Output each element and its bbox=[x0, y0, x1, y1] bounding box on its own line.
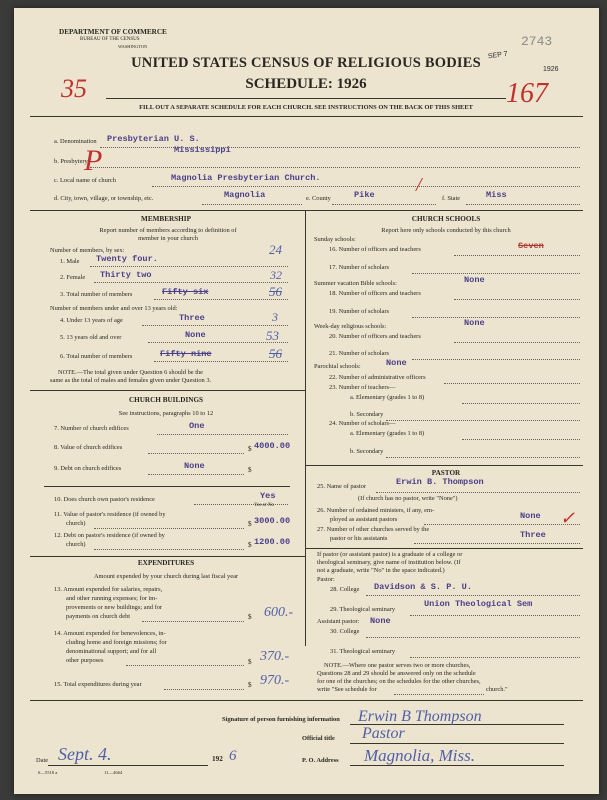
sunday-scholars-label: 17. Number of scholars bbox=[329, 264, 389, 271]
benevolences-dollar: $ bbox=[248, 658, 252, 666]
pastor-note-3: for one of the churches; on the schedules for the other churches, bbox=[317, 678, 481, 685]
parochial-schools-label: Parochial schools: bbox=[314, 363, 361, 370]
presbytery-line bbox=[90, 167, 580, 168]
membership-intro: Report number of members according to definition of bbox=[99, 227, 237, 234]
residence-value-line bbox=[94, 528, 244, 529]
total-members-age-value: Fifty nine bbox=[160, 349, 212, 359]
city-label: d. City, town, village, or township, etc. bbox=[54, 195, 154, 202]
female-number-handwritten: 32 bbox=[270, 268, 282, 282]
county-label: e. County bbox=[306, 195, 331, 202]
buildings-bottom-rule bbox=[30, 556, 305, 557]
weekday-scholars-label: 21. Number of scholars bbox=[329, 350, 389, 357]
membership-heading: MEMBERSHIP bbox=[141, 215, 191, 223]
pastor-note-5: church." bbox=[486, 686, 508, 693]
assistant-ministers-value: None bbox=[520, 511, 541, 521]
pastor-heading: PASTOR bbox=[431, 469, 461, 477]
yes-no-hint: Yes or No bbox=[254, 503, 275, 508]
edifices-debt-line bbox=[148, 474, 244, 475]
benevolences-label-4: other purposes bbox=[66, 657, 104, 664]
pastor-name-value: Erwin B. Thompson bbox=[396, 477, 484, 487]
signature-value: Erwin B Thompson bbox=[358, 708, 482, 725]
graduate-note: If pastor (or assistant pastor) is a graduate of a college or bbox=[317, 551, 463, 558]
edifices-debt-dollar: $ bbox=[248, 466, 252, 474]
female-value: Thirty two bbox=[100, 270, 152, 280]
total-members-line bbox=[154, 299, 288, 300]
date-year-handwritten: 6 bbox=[229, 748, 237, 764]
assistant-pastor-value: None bbox=[370, 616, 391, 626]
city-value: Magnolia bbox=[224, 190, 266, 200]
scholars-label: 24. Number of scholars— bbox=[329, 420, 396, 427]
salaries-label-4: payments on church debt bbox=[66, 613, 131, 620]
sections-bottom-rule bbox=[30, 700, 583, 701]
denomination-label: a. Denomination bbox=[54, 138, 97, 145]
summer-schools-label: Summer vacation Bible schools: bbox=[314, 280, 397, 287]
salaries-label: 13. Amount expended for salaries, repairs, bbox=[54, 586, 163, 593]
official-title-value: Pastor bbox=[362, 725, 405, 742]
red-check-mark: ✓ bbox=[560, 508, 576, 528]
form-number: 6—5518 a bbox=[38, 770, 58, 775]
schools-bottom-rule bbox=[305, 465, 583, 466]
sunday-officers-line bbox=[454, 255, 580, 256]
membership-bottom-rule bbox=[30, 390, 305, 391]
summer-schools-value: None bbox=[464, 275, 485, 285]
college-label: 28. College bbox=[330, 586, 360, 593]
department-name: DEPARTMENT OF COMMERCE bbox=[59, 28, 167, 36]
form-number-2: 11—4664 bbox=[104, 770, 123, 775]
over-13-value: None bbox=[185, 330, 206, 340]
teachers-secondary-line bbox=[386, 420, 580, 421]
church-name-value: Magnolia Presbyterian Church. bbox=[171, 173, 321, 183]
salaries-line bbox=[142, 621, 244, 622]
pastor-residence-label: 10. Does church own pastor's residence bbox=[54, 496, 155, 503]
stamp-number: 2743 bbox=[521, 34, 553, 49]
city-name: WASHINGTON bbox=[118, 44, 148, 49]
red-tick-mark: / bbox=[416, 174, 422, 196]
other-churches-label-2: pastor or his assistants bbox=[330, 535, 388, 542]
pastor-name-hint: (If church has no pastor, write "None") bbox=[358, 495, 458, 502]
total-members-value: Fifty six bbox=[162, 287, 209, 297]
seminary-label: 29. Theological seminary bbox=[330, 606, 396, 613]
male-value: Twenty four. bbox=[96, 254, 158, 264]
title-rule bbox=[106, 98, 506, 99]
pastor-note: NOTE.—Where one pastor serves two or more churches, bbox=[324, 662, 471, 669]
edifices-value-line bbox=[148, 453, 244, 454]
address-value: Magnolia, Miss. bbox=[364, 746, 475, 765]
assistant-ministers-label: 26. Number of ordained ministers, if any, em- bbox=[317, 507, 435, 514]
salaries-label-2: and other running expenses; for im- bbox=[66, 595, 158, 602]
over-13-handwritten: 53 bbox=[266, 328, 279, 343]
sunday-officers-label: 16. Number of officers and teachers bbox=[329, 246, 421, 253]
form-title: UNITED STATES CENSUS OF RELIGIOUS BODIES bbox=[131, 55, 481, 71]
college-line bbox=[366, 595, 580, 596]
total-members-age-line bbox=[154, 361, 288, 362]
scholars-secondary-label: b. Secondary bbox=[350, 448, 384, 455]
membership-note: NOTE.—The total given under Question 6 should be the bbox=[58, 369, 204, 376]
bureau-name: BUREAU OF THE CENSUS bbox=[80, 37, 140, 42]
under-13-label: 4. Under 13 years of age bbox=[60, 317, 123, 324]
residence-debt-line bbox=[94, 549, 244, 550]
asst-seminary-label: 31. Theological seminary bbox=[330, 648, 396, 655]
sunday-schools-label: Sunday schools: bbox=[314, 236, 356, 243]
residence-debt-amount: 1200.00 bbox=[254, 537, 291, 547]
residence-debt-label: 12. Debt on pastor's residence (if owned by bbox=[54, 532, 165, 539]
graduate-note-2: theological seminary, give name of institution below. (If bbox=[317, 559, 461, 566]
summer-scholars-line bbox=[412, 317, 580, 318]
buildings-instruction: See instructions, paragraphs 10 to 12 bbox=[118, 410, 214, 417]
edifices-value-label: 8. Value of church edifices bbox=[54, 444, 123, 451]
assistant-ministers-line bbox=[424, 524, 580, 525]
other-churches-label: 27. Number of other churches served by the bbox=[317, 526, 430, 533]
pastor-name-line bbox=[376, 492, 580, 493]
benevolences-line bbox=[126, 665, 244, 666]
residence-debt-label-2: church) bbox=[66, 541, 86, 548]
pastor-divider bbox=[305, 548, 583, 549]
edifices-debt-label: 9. Debt on church edifices bbox=[54, 465, 122, 472]
expenditures-heading: EXPENDITURES bbox=[137, 559, 195, 567]
teachers-elementary-label: a. Elementary (grades 1 to 8) bbox=[350, 394, 425, 401]
weekday-schools-label: Week-day religious schools: bbox=[314, 323, 387, 330]
male-line bbox=[90, 266, 288, 267]
salaries-dollar: $ bbox=[248, 613, 252, 621]
red-mark-right: 167 bbox=[506, 78, 548, 109]
teachers-label: 23. Number of teachers— bbox=[329, 384, 396, 391]
other-churches-value: Three bbox=[520, 530, 546, 540]
church-name-line bbox=[152, 186, 580, 187]
edifices-value-amount: 4000.00 bbox=[254, 441, 291, 451]
residence-value-dollar: $ bbox=[248, 520, 252, 528]
residence-value-amount: 3000.00 bbox=[254, 516, 291, 526]
summer-scholars-label: 19. Number of scholars bbox=[329, 308, 389, 315]
pastor-name-label: 25. Name of pastor bbox=[317, 483, 366, 490]
benevolences-label: 14. Amount expended for benevolences, in- bbox=[54, 630, 166, 637]
buildings-divider bbox=[44, 486, 290, 487]
schedule-title: SCHEDULE: 1926 bbox=[245, 76, 367, 92]
stamp-date: SEP 7 bbox=[487, 50, 509, 61]
benevolences-amount: 370.- bbox=[260, 649, 290, 664]
pastor-residence-value: Yes bbox=[260, 491, 276, 501]
salaries-label-3: provements or new buildings; and for bbox=[66, 604, 163, 611]
census-schedule-sheet bbox=[14, 8, 599, 794]
schools-intro: Report here only schools conducted by this church bbox=[381, 227, 511, 234]
official-title-line bbox=[350, 743, 564, 744]
weekday-officers-line bbox=[454, 342, 580, 343]
assistant-pastor-label: Assistant pastor: bbox=[317, 618, 360, 625]
scholars-elementary-label: a. Elementary (grades 1 to 8) bbox=[350, 430, 425, 437]
sections-top-rule bbox=[30, 210, 583, 211]
edifices-number-line bbox=[157, 434, 288, 435]
under-13-handwritten: 3 bbox=[272, 310, 278, 324]
weekday-officers-label: 20. Number of officers and teachers bbox=[329, 333, 421, 340]
signature-label: Signature of person furnishing information bbox=[222, 716, 340, 723]
denomination-value-2: Mississippi bbox=[174, 145, 231, 155]
membership-note-2: same as the total of males and females given under Question 3. bbox=[50, 377, 212, 384]
asst-college-label: 30. College bbox=[330, 628, 360, 635]
presbytery-label: b. Presbytery bbox=[54, 158, 88, 165]
sunday-officers-value: Seven bbox=[518, 241, 544, 251]
residence-value-label-2: church) bbox=[66, 520, 86, 527]
male-number-handwritten: 24 bbox=[269, 242, 282, 257]
denomination-value: Presbyterian U. S. bbox=[107, 134, 200, 144]
college-value: Davidson & S. P. U. bbox=[374, 582, 472, 592]
pastor-note-2: Questions 28 and 29 should be answered only on the schedule bbox=[317, 670, 476, 677]
female-line bbox=[94, 282, 288, 283]
summer-officers-line bbox=[454, 299, 580, 300]
membership-intro-2: member in your church bbox=[138, 235, 198, 242]
date-line bbox=[48, 765, 208, 766]
benevolences-label-3: denominational support; and for all bbox=[66, 648, 157, 655]
other-churches-line bbox=[414, 543, 580, 544]
by-sex-label: Number of members, by sex: bbox=[50, 247, 125, 254]
over-13-label: 5. 13 years old and over bbox=[60, 334, 122, 341]
red-p-mark: P bbox=[84, 144, 103, 177]
scholars-secondary-line bbox=[386, 457, 580, 458]
denomination-line bbox=[100, 147, 580, 148]
scholars-elementary-line bbox=[462, 439, 580, 440]
pastor-note-line bbox=[394, 694, 484, 695]
parochial-schools-value: None bbox=[386, 358, 407, 368]
teachers-elementary-line bbox=[462, 403, 580, 404]
benevolences-label-2: cluding home and foreign missions; for bbox=[66, 639, 167, 646]
expenditures-intro: Amount expended by your church during last fiscal year bbox=[93, 573, 239, 580]
graduate-note-3: not a graduate, write "No" in the space indicated.) bbox=[317, 567, 445, 574]
state-line bbox=[466, 204, 580, 205]
salaries-amount: 600.- bbox=[264, 605, 294, 620]
asst-seminary-line bbox=[410, 657, 580, 658]
summer-officers-label: 18. Number of officers and teachers bbox=[329, 290, 421, 297]
city-line bbox=[202, 204, 302, 205]
date-value: Sept. 4. bbox=[58, 744, 112, 764]
female-label: 2. Female bbox=[60, 274, 86, 281]
age-label: Number of members under and over 13 years old: bbox=[50, 305, 178, 312]
male-label: 1. Male bbox=[60, 258, 80, 265]
edifices-value-dollar: $ bbox=[248, 445, 252, 453]
church-name-label: c. Local name of church bbox=[54, 177, 116, 184]
church-buildings-heading: CHURCH BUILDINGS bbox=[128, 396, 204, 404]
total-expenditures-line bbox=[164, 689, 244, 690]
pastor-education-label: Pastor: bbox=[317, 576, 335, 583]
teachers-secondary-label: b. Secondary bbox=[350, 411, 384, 418]
date-label: Date bbox=[36, 757, 49, 764]
asst-college-line bbox=[366, 637, 580, 638]
state-label: f. State bbox=[442, 195, 461, 202]
state-value: Miss bbox=[486, 190, 507, 200]
stamp-year: 1926 bbox=[543, 66, 559, 73]
residence-value-label: 11. Value of pastor's residence (if owned by bbox=[54, 511, 166, 518]
total-expenditures-dollar: $ bbox=[248, 681, 252, 689]
weekday-scholars-line bbox=[412, 359, 580, 360]
pastor-note-4: write "See schedule for bbox=[317, 686, 377, 693]
column-divider bbox=[305, 210, 306, 646]
total-expenditures-amount: 970.- bbox=[260, 673, 290, 688]
total-members-age-handwritten: 56 bbox=[269, 346, 282, 361]
address-label: P. O. Address bbox=[302, 757, 339, 764]
edifices-number-label: 7. Number of church edifices bbox=[54, 425, 129, 432]
weekday-schools-value: None bbox=[464, 318, 485, 328]
edifices-number-value: One bbox=[189, 421, 205, 431]
total-members-handwritten: 56 bbox=[269, 284, 282, 299]
assistant-ministers-label-2: ployed as assistant pastors bbox=[330, 516, 398, 523]
under-13-line bbox=[142, 325, 288, 326]
county-line bbox=[332, 204, 436, 205]
red-mark-left: 35 bbox=[61, 74, 87, 103]
admin-officers-label: 22. Number of administrative officers bbox=[329, 374, 426, 381]
edifices-debt-value: None bbox=[184, 461, 205, 471]
official-title-label: Official title bbox=[302, 735, 335, 742]
residence-debt-dollar: $ bbox=[248, 541, 252, 549]
county-value: Pike bbox=[354, 190, 375, 200]
sunday-scholars-line bbox=[412, 273, 580, 274]
total-members-age-label: 6. Total number of members bbox=[60, 353, 133, 360]
admin-officers-line bbox=[444, 383, 580, 384]
seminary-line bbox=[410, 615, 580, 616]
total-members-label: 3. Total number of members bbox=[60, 291, 133, 298]
church-schools-heading: CHURCH SCHOOLS bbox=[411, 215, 481, 223]
header-rule bbox=[30, 116, 583, 117]
date-year-printed: 192 bbox=[212, 755, 223, 763]
separate-schedule-instruction: FILL OUT A SEPARATE SCHEDULE FOR EACH CHURCH. SEE INSTRUCTIONS ON THE BACK OF THIS SHEET bbox=[139, 104, 473, 111]
under-13-value: Three bbox=[179, 313, 205, 323]
seminary-value: Union Theological Sem bbox=[424, 599, 533, 609]
total-expenditures-label: 15. Total expenditures during year bbox=[54, 681, 142, 688]
